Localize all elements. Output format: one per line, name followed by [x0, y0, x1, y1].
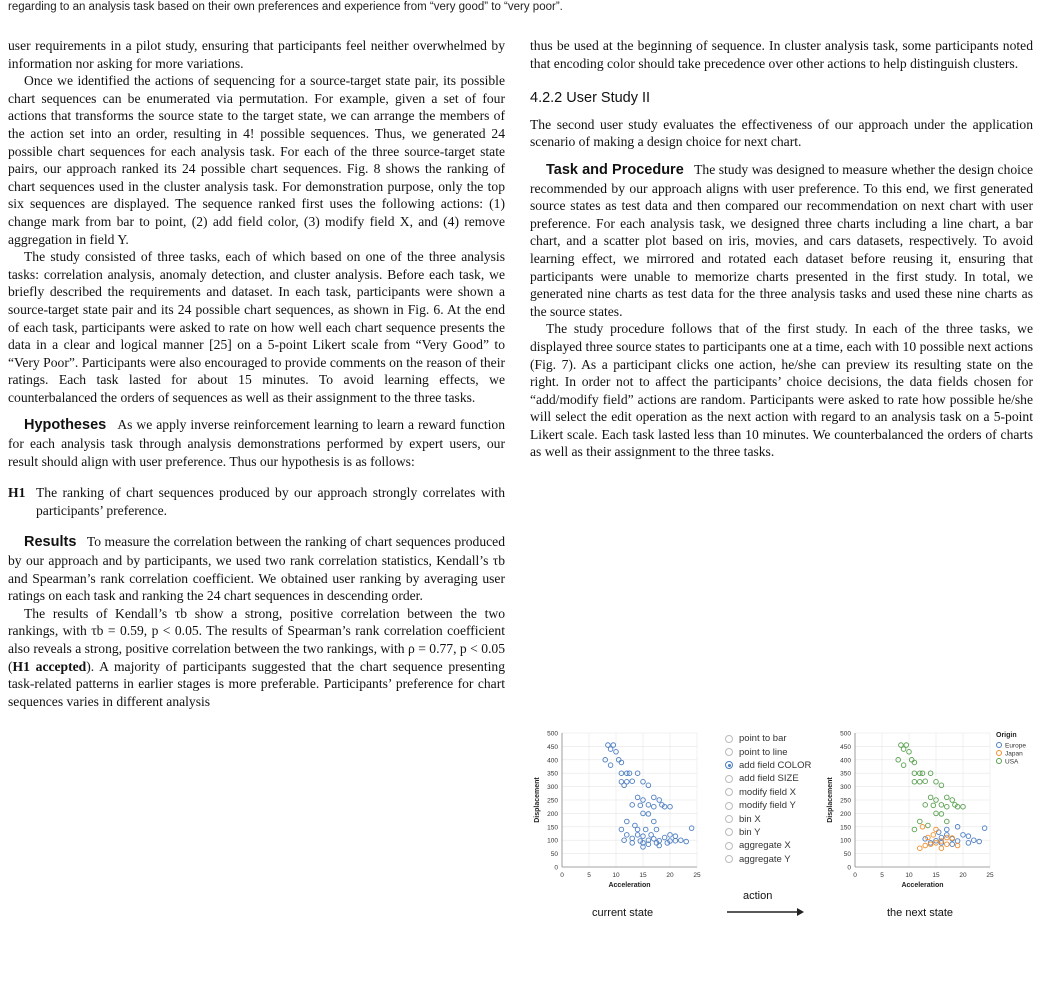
y-tick-label: 200 — [547, 810, 558, 818]
radio-button[interactable] — [725, 842, 733, 850]
data-point — [630, 803, 635, 808]
data-point — [923, 803, 928, 808]
x-tick-label: 25 — [693, 872, 701, 879]
left-column — [8, 37, 505, 710]
arrow-right-icon — [725, 906, 805, 918]
y-tick-label: 250 — [840, 797, 851, 805]
data-point — [923, 779, 928, 784]
radio-button[interactable] — [725, 761, 733, 769]
data-point — [635, 833, 640, 838]
task-procedure-text: The study was designed to measure whether the design choice recommended by our approach aligns with user preference. To this end, we first generated source states as test data and then compared our recommendation on next chart with user preference. For each analysis task, we designed three charts including a line chart, a bar chart, and a scatter plot based on iris, movies, and cars datasets, respectively. To avoid learning effect, we mirrored and rotated each dataset before reusing it, ensuring that participants were unable to memorize charts presented in the first study. In total, we generated nine charts as test data for the three analysis tasks and used these nine charts as the source states. — [530, 161, 1034, 319]
data-point — [936, 830, 941, 835]
data-point — [646, 803, 651, 808]
y-tick-label: 50 — [843, 851, 851, 859]
action-option-label: add field COLOR — [739, 759, 812, 771]
y-axis-label: Displacement — [827, 777, 834, 823]
data-point — [939, 803, 944, 808]
y-tick-label: 450 — [547, 743, 558, 751]
action-option[interactable] — [725, 786, 820, 799]
next-state-label: the next state — [887, 907, 954, 919]
action-option[interactable] — [725, 799, 820, 812]
data-point — [955, 843, 960, 848]
data-point — [673, 834, 678, 839]
data-point — [635, 795, 640, 800]
data-point — [625, 819, 630, 824]
data-point — [918, 846, 923, 851]
radio-button[interactable] — [725, 748, 733, 756]
data-point — [945, 795, 950, 800]
y-tick-label: 400 — [547, 757, 558, 765]
task-procedure-heading: Task and Procedure — [546, 161, 684, 178]
radio-button[interactable] — [725, 788, 733, 796]
x-tick-label: 0 — [560, 872, 564, 879]
data-point — [657, 843, 662, 848]
x-axis-label: Acceleration — [901, 882, 944, 889]
data-point — [619, 760, 624, 765]
action-option-label: point to line — [739, 746, 788, 758]
data-point — [966, 841, 971, 846]
data-point — [945, 819, 950, 824]
y-tick-label: 100 — [547, 837, 558, 845]
paragraph: user requirements in a pilot study, ensuring that participants feel neither overwhelmed by information nor asking for more variations. — [8, 38, 505, 71]
x-tick-label: 15 — [932, 872, 940, 879]
paragraph: thus be used at the beginning of sequence. In cluster analysis task, some participants noted that encoding color should take precedence over other actions to help distinguish clusters. — [530, 38, 1033, 71]
data-point — [652, 804, 657, 809]
text-run: ). A majority of participants suggested that the chart sequence presenting task-related patterns in earlier stages is more preferable. Participants’ preference for chart sequences varies in different analysis — [8, 658, 505, 709]
data-point — [918, 779, 923, 784]
x-tick-label: 10 — [612, 872, 620, 879]
action-option-label: modify field Y — [739, 800, 796, 812]
data-point — [912, 827, 917, 832]
data-point — [630, 841, 635, 846]
data-point — [662, 835, 667, 840]
data-point — [649, 833, 654, 838]
subsection-title: 4.2.2 User Study II — [530, 90, 651, 107]
data-point — [923, 843, 928, 848]
action-option-label: point to bar — [739, 733, 787, 745]
legend-swatch — [997, 751, 1002, 756]
action-options — [725, 732, 820, 866]
x-tick-label: 5 — [880, 872, 884, 879]
action-option-label: modify field X — [739, 786, 797, 798]
action-option-label: bin Y — [739, 826, 761, 838]
text-run: The results of Kendall’s τb show a strong, positive correlation between the two rankings, with τb = 0.59, p < 0.05. The results of Spearman’s rank correlation coefficient also reveals a strong, positive correlation between the two rankings, with ρ = 0.77, p < 0.05 ( — [8, 605, 505, 674]
data-point — [673, 838, 678, 843]
data-point — [945, 827, 950, 832]
action-option[interactable] — [725, 772, 820, 785]
y-axis-label: Displacement — [534, 777, 541, 823]
paragraph: The study consisted of three tasks, each of which based on one of the three analysis tasks: correlation analysis, anomaly detection, and cluster analysis. Before each task, we briefly described the requirements and dataset. In each task, participants were shown a source-target state pair and its 24 possible chart sequences, as shown in Fig. 6. At the end of each task, participants were asked to rate on how well each chart sequence presents the data in a clear and logical manner [25] on a 5-point Likert scale from “Very Good” to “Very Poor”. Participants were also encouraged to provide comments on the reason of their ratings. Each task lasted for about 15 minutes. To avoid learning effects, we counterbalanced the orders of sequences as well as their assignment to the three tasks. — [8, 249, 505, 405]
data-point — [654, 827, 659, 832]
action-option[interactable] — [725, 745, 820, 758]
y-tick-label: 150 — [547, 824, 558, 832]
task-procedure-paragraph — [530, 161, 1033, 320]
legend-swatch — [997, 759, 1002, 764]
x-tick-label: 0 — [853, 872, 857, 879]
hypotheses-text: As we apply inverse reinforcement learning to learn a reward function for each analysis task through analysis demonstrations performed by expert users, our result should align with user preference. Thus our hypothesis is as follows: — [8, 417, 505, 469]
next-state-chart — [823, 725, 1033, 895]
hypotheses-heading: Hypotheses — [24, 417, 107, 434]
data-point — [939, 812, 944, 817]
action-option[interactable] — [725, 853, 820, 866]
figure — [530, 720, 1033, 920]
results-text: To measure the correlation between the ranking of chart sequences produced by our approach and by participants, we used two rank correlation statistics, Kendall’s τb and Spearman’s rank correlation coefficient. We obtained user ranking by averaging user ratings on each task and ranking the 24 chart sequences in descending order. — [8, 534, 505, 604]
data-point — [945, 842, 950, 847]
data-point — [939, 846, 944, 851]
current-state-chart — [530, 725, 710, 895]
y-tick-label: 100 — [840, 837, 851, 845]
data-point — [619, 827, 624, 832]
results-heading: Results — [24, 534, 77, 551]
radio-button[interactable] — [725, 775, 733, 783]
data-point — [901, 763, 906, 768]
radio-button[interactable] — [725, 828, 733, 836]
y-tick-label: 0 — [847, 864, 851, 872]
data-point — [912, 779, 917, 784]
radio-button[interactable] — [725, 855, 733, 863]
action-option[interactable] — [725, 732, 820, 745]
data-point — [638, 803, 643, 808]
legend-entry: Japan — [1005, 750, 1023, 758]
data-point — [630, 779, 635, 784]
action-option[interactable] — [725, 759, 820, 772]
data-point — [643, 827, 648, 832]
paragraph — [8, 605, 505, 711]
data-point — [652, 795, 657, 800]
action-option-label: bin X — [739, 813, 761, 825]
data-point — [966, 834, 971, 839]
y-tick-label: 500 — [547, 730, 558, 738]
action-option[interactable] — [725, 839, 820, 852]
action-option[interactable] — [725, 826, 820, 839]
data-point — [945, 804, 950, 809]
current-state-label: current state — [592, 907, 654, 919]
paragraph: Once we identified the actions of sequencing for a source-target state pair, its possible chart sequences can be enumerated via permutation. For example, given a set of four actions that transforms the source state to the target state, we can arrange the members of the action set into an order, resulting in 4! possible sequences. Thus, we generated 24 possible chart sequences for each analysis task. For each of the three source-target state pairs, our approach ranked its 24 possible chart sequences. Fig. 8 shows the ranking of chart sequences used in the cluster analysis task. For demonstration purpose, only the top six sequences are displayed. The sequence ranked first uses the following actions: (1) change mark from bar to point, (2) add field color, (3) modify field X, and (4) remove aggregation in field Y. — [8, 73, 505, 247]
right-column — [530, 37, 1033, 461]
paragraph: The second user study evaluates the effectiveness of our approach under the application scenario of making a design choice for next chart. — [530, 116, 1033, 150]
radio-button[interactable] — [725, 735, 733, 743]
radio-button[interactable] — [725, 802, 733, 810]
x-axis-label: Acceleration — [608, 882, 651, 889]
text-run-bold: H1 accepted — [12, 658, 87, 674]
y-tick-label: 0 — [554, 864, 558, 872]
y-tick-label: 350 — [547, 770, 558, 778]
figure-caption-fragment: regarding to an analysis task based on their own preferences and experience from “very good” to “very poor”. — [8, 1, 563, 13]
data-point — [955, 839, 960, 844]
action-arrow-label: action — [743, 890, 773, 902]
paragraph: The study procedure follows that of the first study. In each of the three tasks, we displayed three source states to participants one at a time, each with 10 possible next actions (Fig. 7). As a participant clicks one action, he/she can preview its resulting state on the right. In order not to affect the participants’ choice decisions, the data fields chosen for “add/modify field” actions are random. Participants were asked to rate how possible he/she will select the edit operation as the next action with regard to an analysis task on a 5-point Likert scale. Each task lasted less than 10 minutes. We counterbalanced the orders of charts as well as their assignment to the three tasks. — [530, 321, 1033, 460]
y-tick-label: 250 — [547, 797, 558, 805]
data-point — [931, 803, 936, 808]
data-point — [912, 760, 917, 765]
radio-button[interactable] — [725, 815, 733, 823]
x-tick-label: 25 — [986, 872, 994, 879]
action-option[interactable] — [725, 812, 820, 825]
results-paragraph — [8, 533, 505, 604]
action-option-label: aggregate Y — [739, 853, 791, 865]
data-point — [625, 833, 630, 838]
data-point — [652, 819, 657, 824]
hypotheses-paragraph — [8, 416, 505, 470]
data-point — [928, 795, 933, 800]
legend-title: Origin — [996, 732, 1017, 739]
y-tick-label: 50 — [550, 851, 558, 859]
y-tick-label: 500 — [840, 730, 851, 738]
data-point — [646, 812, 651, 817]
x-tick-label: 20 — [959, 872, 967, 879]
data-point — [931, 833, 936, 838]
y-tick-label: 150 — [840, 824, 851, 832]
legend-entry: USA — [1005, 758, 1019, 766]
y-tick-label: 450 — [840, 743, 851, 751]
x-tick-label: 10 — [905, 872, 913, 879]
action-option-label: aggregate X — [739, 840, 791, 852]
data-point — [918, 819, 923, 824]
y-tick-label: 300 — [547, 784, 558, 792]
x-tick-label: 5 — [587, 872, 591, 879]
data-point — [608, 763, 613, 768]
legend-swatch — [997, 743, 1002, 748]
y-tick-label: 350 — [840, 770, 851, 778]
y-tick-label: 400 — [840, 757, 851, 765]
y-tick-label: 200 — [840, 810, 851, 818]
x-tick-label: 20 — [666, 872, 674, 879]
hypothesis-h1 — [8, 484, 505, 519]
hypothesis-label: H1 — [8, 485, 26, 501]
x-tick-label: 15 — [639, 872, 647, 879]
data-point — [635, 827, 640, 832]
action-option-label: add field SIZE — [739, 773, 799, 785]
legend-entry: Europe — [1005, 742, 1026, 750]
hypothesis-text: The ranking of chart sequences produced by our approach strongly correlates with participants’ preference. — [36, 485, 505, 518]
y-tick-label: 300 — [840, 784, 851, 792]
data-point — [950, 842, 955, 847]
